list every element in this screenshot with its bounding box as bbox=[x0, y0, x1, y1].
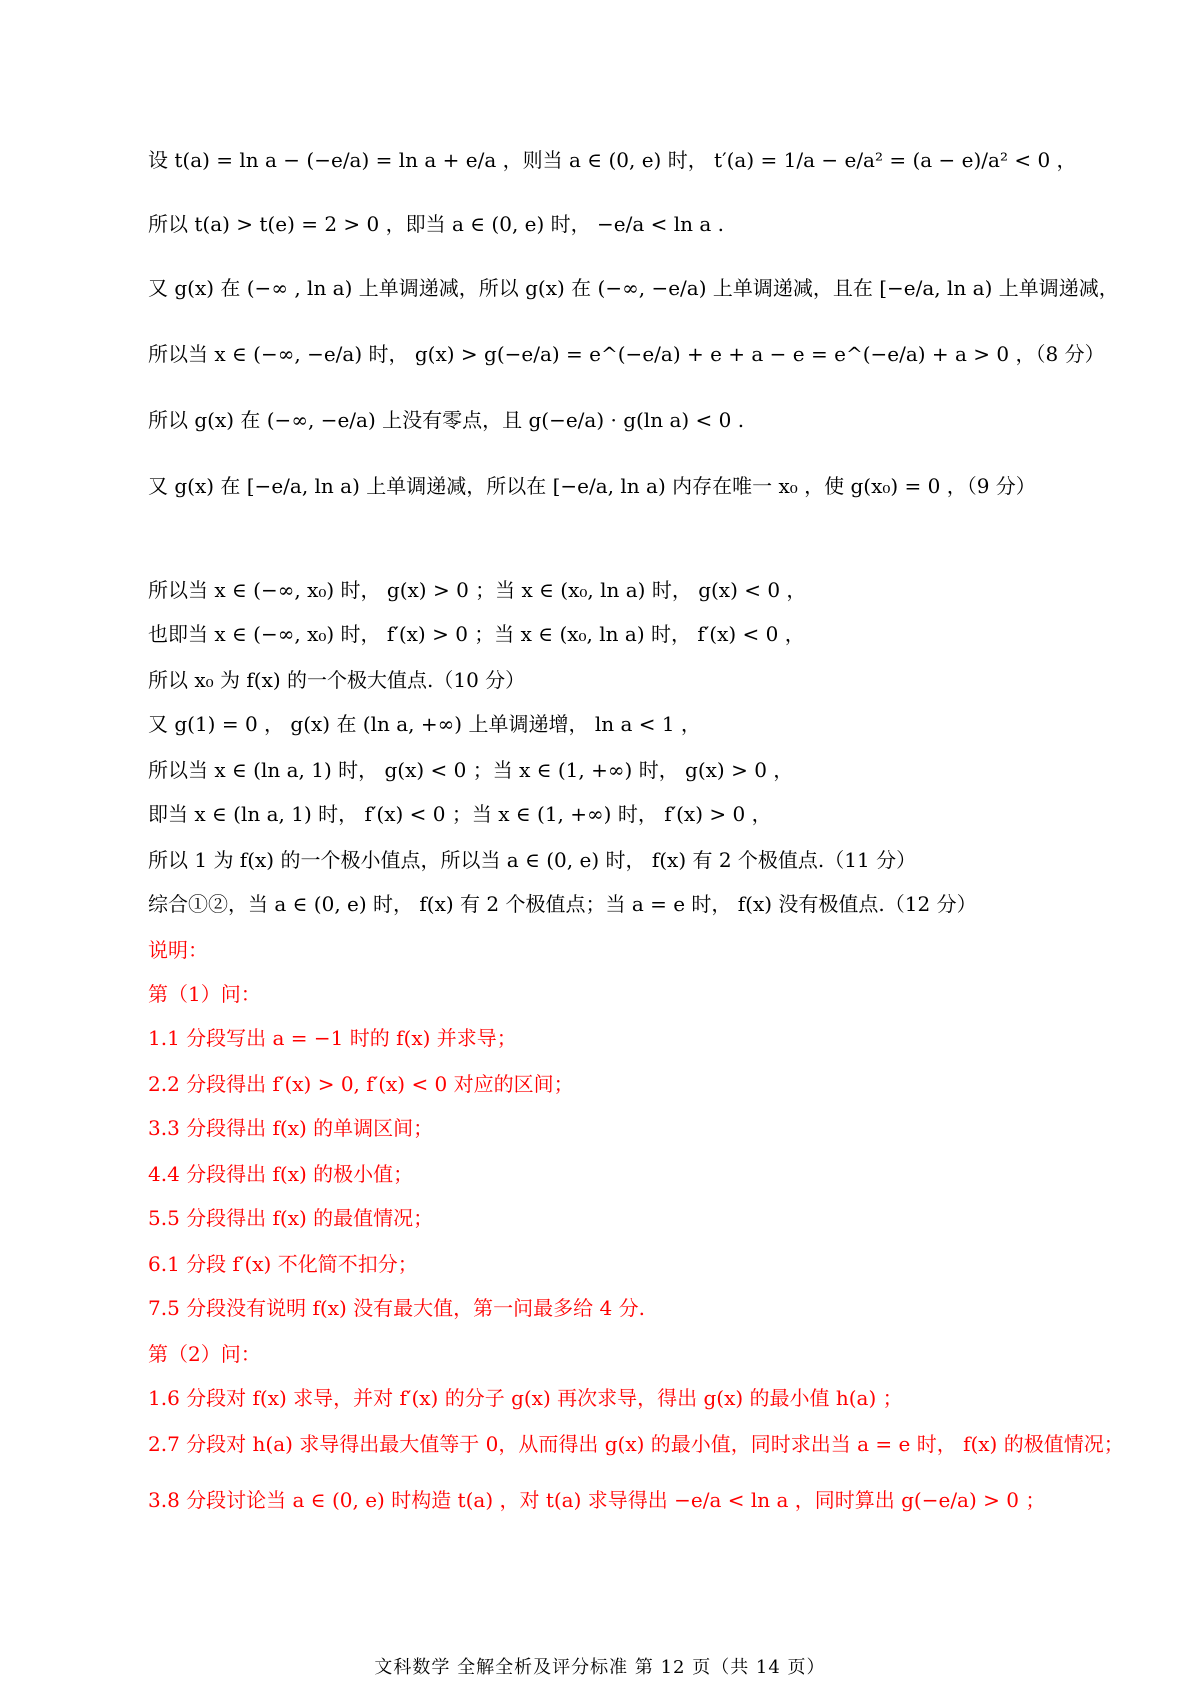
text-line: 所以 t(a) > t(e) = 2 > 0 ，即当 a ∈ (0, e) 时， −e/a < ln a . bbox=[148, 212, 725, 236]
text-line: 所以当 x ∈ (−∞, x₀) 时， g(x) > 0 ；当 x ∈ (x₀, ln a) 时， g(x) < 0 ， bbox=[148, 578, 807, 602]
text-line: 所以当 x ∈ (−∞, −e/a) 时， g(x) > g(−e/a) = e^(−e/a) + e + a − e = e^(−e/a) + a > 0 ，（8 分） bbox=[148, 342, 1105, 366]
text-line: 即当 x ∈ (ln a, 1) 时， f′(x) < 0 ；当 x ∈ (1, +∞) 时， f′(x) > 0 ， bbox=[148, 802, 772, 826]
text-line: 所以 g(x) 在 (−∞, −e/a) 上没有零点，且 g(−e/a) · g(ln a) < 0 . bbox=[148, 408, 745, 432]
scoring-note: 7.5 分段没有说明 f(x) 没有最大值，第一问最多给 4 分. bbox=[148, 1296, 645, 1320]
scoring-note: 2.2 分段得出 f′(x) > 0, f′(x) < 0 对应的区间； bbox=[148, 1072, 574, 1096]
scoring-note: 4.4 分段得出 f(x) 的极小值； bbox=[148, 1162, 414, 1186]
text-line: 又 g(1) = 0 ， g(x) 在 (ln a, +∞) 上单调递增， ln a < 1 ， bbox=[148, 712, 701, 736]
text-line: 所以 1 为 f(x) 的一个极小值点，所以当 a ∈ (0, e) 时， f(x) 有 2 个极值点.（11 分） bbox=[148, 848, 917, 872]
scoring-note: 3.8 分段讨论当 a ∈ (0, e) 时构造 t(a) ，对 t(a) 求导得出 −e/a < ln a ，同时算出 g(−e/a) > 0 ； bbox=[148, 1488, 1046, 1512]
text-line: 也即当 x ∈ (−∞, x₀) 时， f′(x) > 0 ；当 x ∈ (x₀, ln a) 时， f′(x) < 0 ， bbox=[148, 622, 805, 646]
part1-heading: 第（1）问： bbox=[148, 982, 261, 1006]
scoring-note: 2.7 分段对 h(a) 求导得出最大值等于 0，从而得出 g(x) 的最小值，同时求出当 a = e 时， f(x) 的极值情况； bbox=[148, 1432, 1124, 1456]
text-line: 设 t(a) = ln a − (−e/a) = ln a + e/a ，则当 a ∈ (0, e) 时， t′(a) = 1/a − e/a² = (a − e)/a² < 0 ， bbox=[148, 148, 1077, 172]
scoring-note: 3.3 分段得出 f(x) 的单调区间； bbox=[148, 1116, 434, 1140]
text-line: 所以当 x ∈ (ln a, 1) 时， g(x) < 0 ；当 x ∈ (1, +∞) 时， g(x) > 0 ， bbox=[148, 758, 794, 782]
scoring-note: 1.6 分段对 f(x) 求导，并对 f′(x) 的分子 g(x) 再次求导，得出 g(x) 的最小值 h(a) ； bbox=[148, 1386, 903, 1410]
page-footer: 文科数学 全解全析及评分标准 第 12 页（共 14 页） bbox=[374, 1657, 826, 1678]
text-line: 综合①②，当 a ∈ (0, e) 时， f(x) 有 2 个极值点；当 a = e 时， f(x) 没有极值点.（12 分） bbox=[148, 892, 977, 916]
text-line: 又 g(x) 在 (−∞ , ln a) 上单调递减，所以 g(x) 在 (−∞, −e/a) 上单调递减，且在 [−e/a, ln a) 上单调递减， bbox=[148, 276, 1119, 300]
scoring-note: 5.5 分段得出 f(x) 的最值情况； bbox=[148, 1206, 434, 1230]
text-line: 又 g(x) 在 [−e/a, ln a) 上单调递减，所以在 [−e/a, ln a) 内存在唯一 x₀ ，使 g(x₀) = 0 ，（9 分） bbox=[148, 474, 1036, 498]
part2-heading: 第（2）问： bbox=[148, 1342, 261, 1366]
text-line: 所以 x₀ 为 f(x) 的一个极大值点.（10 分） bbox=[148, 668, 526, 692]
scoring-note: 1.1 分段写出 a = −1 时的 f(x) 并求导； bbox=[148, 1026, 517, 1050]
scoring-note: 6.1 分段 f′(x) 不化简不扣分； bbox=[148, 1252, 418, 1276]
notes-heading: 说明： bbox=[148, 938, 208, 962]
